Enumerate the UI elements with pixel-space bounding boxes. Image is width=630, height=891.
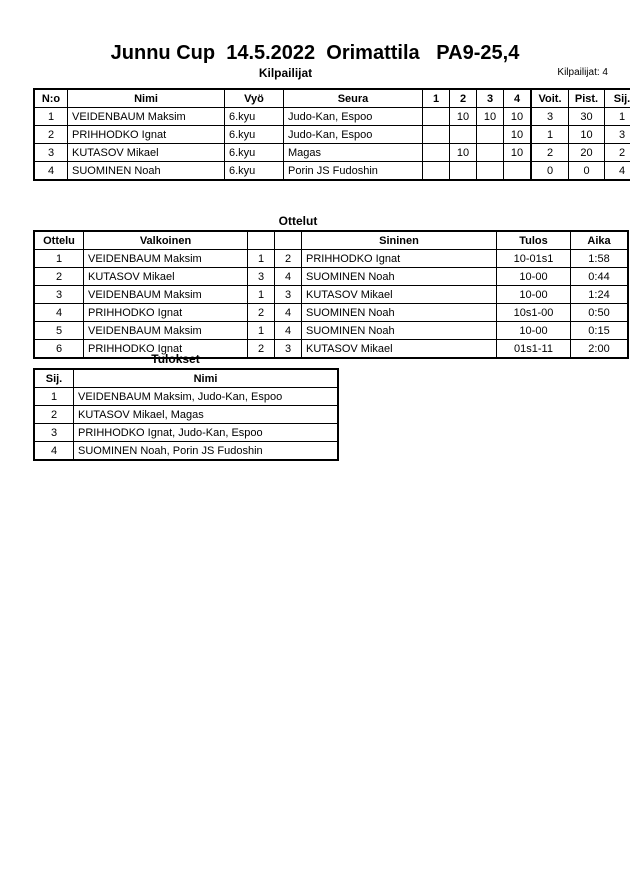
cell-white-number: 2: [248, 340, 275, 359]
table-row: [34, 442, 338, 461]
table-row: [34, 126, 630, 144]
cell-sij: 1: [34, 388, 74, 406]
cell-aika: 1:58: [571, 250, 629, 268]
col-header-2: 2: [450, 89, 477, 108]
table-header-row: [34, 231, 628, 250]
tulokset-heading: Tulokset: [151, 352, 200, 366]
cell-sininen: KUTASOV Mikael: [302, 286, 497, 304]
cell-no: 3: [34, 144, 68, 162]
cell-match-3: 10: [477, 108, 504, 126]
col-header-seura: Seura: [284, 89, 423, 108]
cell-voit: 2: [531, 144, 569, 162]
cell-aika: 0:50: [571, 304, 629, 322]
cell-sij: 2: [605, 144, 630, 162]
competitors-count-label: Kilpailijat: 4: [557, 67, 608, 78]
col-header-sij: Sij.: [34, 369, 74, 388]
col-header-ottelu: Ottelu: [34, 231, 84, 250]
cell-match-2: 10: [450, 144, 477, 162]
table-row: [34, 144, 630, 162]
cell-ottelu: 5: [34, 322, 84, 340]
cell-sininen: PRIHHODKO Ignat: [302, 250, 497, 268]
cell-blue-number: 3: [275, 286, 302, 304]
cell-valkoinen: PRIHHODKO Ignat: [84, 340, 248, 359]
cell-nimi: PRIHHODKO Ignat, Judo-Kan, Espoo: [74, 424, 339, 442]
cell-no: 1: [34, 108, 68, 126]
cell-blue-number: 4: [275, 304, 302, 322]
cell-aika: 0:15: [571, 322, 629, 340]
cell-pist: 0: [569, 162, 605, 181]
cell-vyo: 6.kyu: [225, 108, 284, 126]
col-header-no: N:o: [34, 89, 68, 108]
cell-sininen: SUOMINEN Noah: [302, 322, 497, 340]
cell-match-1: [423, 162, 450, 181]
table-row: [34, 304, 628, 322]
table-row: [34, 406, 338, 424]
cell-no: 4: [34, 162, 68, 181]
cell-voit: 3: [531, 108, 569, 126]
cell-seura: Judo-Kan, Espoo: [284, 126, 423, 144]
cell-tulos: 10-00: [497, 322, 571, 340]
cell-vyo: 6.kyu: [225, 126, 284, 144]
cell-ottelu: 4: [34, 304, 84, 322]
cell-match-3: [477, 126, 504, 144]
page-title: Junnu Cup 14.5.2022 Orimattila PA9-25,4: [110, 42, 520, 64]
cell-match-2: [450, 126, 477, 144]
cell-pist: 20: [569, 144, 605, 162]
col-header-pist: Pist.: [569, 89, 605, 108]
cell-voit: 0: [531, 162, 569, 181]
cell-match-3: [477, 162, 504, 181]
cell-tulos: 01s1-11: [497, 340, 571, 359]
col-header-4: 4: [504, 89, 532, 108]
cell-nimi: VEIDENBAUM Maksim, Judo-Kan, Espoo: [74, 388, 339, 406]
cell-vyo: 6.kyu: [225, 162, 284, 181]
kilpailijat-heading: Kilpailijat: [258, 66, 313, 80]
col-header-valkoinen: Valkoinen: [84, 231, 248, 250]
cell-tulos: 10-00: [497, 268, 571, 286]
cell-ottelu: 6: [34, 340, 84, 359]
cell-aika: 2:00: [571, 340, 629, 359]
col-header-voit: Voit.: [531, 89, 569, 108]
cell-blue-number: 3: [275, 340, 302, 359]
cell-voit: 1: [531, 126, 569, 144]
col-header-aika: Aika: [571, 231, 629, 250]
cell-white-number: 1: [248, 322, 275, 340]
cell-match-3: [477, 144, 504, 162]
cell-valkoinen: VEIDENBAUM Maksim: [84, 250, 248, 268]
cell-match-1: [423, 108, 450, 126]
cell-tulos: 10-00: [497, 286, 571, 304]
cell-valkoinen: VEIDENBAUM Maksim: [84, 322, 248, 340]
cell-nimi: SUOMINEN Noah, Porin JS Fudoshin: [74, 442, 339, 461]
cell-aika: 1:24: [571, 286, 629, 304]
cell-blue-number: 4: [275, 268, 302, 286]
col-header-white-number: [248, 231, 275, 250]
cell-match-1: [423, 126, 450, 144]
cell-match-2: [450, 162, 477, 181]
cell-ottelu: 1: [34, 250, 84, 268]
col-header-sininen: Sininen: [302, 231, 497, 250]
cell-white-number: 2: [248, 304, 275, 322]
cell-sij: 2: [34, 406, 74, 424]
cell-sininen: SUOMINEN Noah: [302, 268, 497, 286]
cell-white-number: 3: [248, 268, 275, 286]
cell-ottelu: 3: [34, 286, 84, 304]
col-header-nimi: Nimi: [68, 89, 225, 108]
table-row: [34, 162, 630, 181]
cell-valkoinen: VEIDENBAUM Maksim: [84, 286, 248, 304]
cell-white-number: 1: [248, 250, 275, 268]
cell-pist: 10: [569, 126, 605, 144]
table-row: [34, 322, 628, 340]
ottelut-table: [33, 230, 629, 359]
cell-ottelu: 2: [34, 268, 84, 286]
cell-tulos: 10s1-00: [497, 304, 571, 322]
tulokset-table: [33, 368, 339, 461]
cell-blue-number: 2: [275, 250, 302, 268]
table-row: [34, 388, 338, 406]
cell-nimi: PRIHHODKO Ignat: [68, 126, 225, 144]
cell-match-1: [423, 144, 450, 162]
cell-tulos: 10-01s1: [497, 250, 571, 268]
table-row: [34, 268, 628, 286]
cell-sij: 3: [605, 126, 630, 144]
cell-match-4: 10: [504, 144, 532, 162]
cell-match-4: [504, 162, 532, 181]
cell-sij: 1: [605, 108, 630, 126]
cell-valkoinen: KUTASOV Mikael: [84, 268, 248, 286]
col-header-vyo: Vyö: [225, 89, 284, 108]
cell-white-number: 1: [248, 286, 275, 304]
cell-nimi: KUTASOV Mikael: [68, 144, 225, 162]
cell-match-4: 10: [504, 126, 532, 144]
table-header-row: [34, 369, 338, 388]
cell-nimi: KUTASOV Mikael, Magas: [74, 406, 339, 424]
table-row: [34, 286, 628, 304]
col-header-nimi: Nimi: [74, 369, 339, 388]
cell-sij: 4: [34, 442, 74, 461]
cell-blue-number: 4: [275, 322, 302, 340]
col-header-1: 1: [423, 89, 450, 108]
cell-nimi: SUOMINEN Noah: [68, 162, 225, 181]
kilpailijat-table: [33, 88, 630, 181]
cell-match-4: 10: [504, 108, 532, 126]
cell-sij: 3: [34, 424, 74, 442]
table-row: [34, 108, 630, 126]
cell-vyo: 6.kyu: [225, 144, 284, 162]
cell-aika: 0:44: [571, 268, 629, 286]
col-header-blue-number: [275, 231, 302, 250]
cell-no: 2: [34, 126, 68, 144]
cell-sininen: SUOMINEN Noah: [302, 304, 497, 322]
cell-valkoinen: PRIHHODKO Ignat: [84, 304, 248, 322]
cell-seura: Judo-Kan, Espoo: [284, 108, 423, 126]
col-header-tulos: Tulos: [497, 231, 571, 250]
table-row: [34, 424, 338, 442]
col-header-sij: Sij.: [605, 89, 630, 108]
col-header-3: 3: [477, 89, 504, 108]
cell-sij: 4: [605, 162, 630, 181]
ottelut-heading: Ottelut: [278, 214, 318, 228]
cell-nimi: VEIDENBAUM Maksim: [68, 108, 225, 126]
cell-sininen: KUTASOV Mikael: [302, 340, 497, 359]
table-row: [34, 250, 628, 268]
cell-match-2: 10: [450, 108, 477, 126]
cell-seura: Porin JS Fudoshin: [284, 162, 423, 181]
cell-pist: 30: [569, 108, 605, 126]
table-header-row: [34, 89, 630, 108]
cell-seura: Magas: [284, 144, 423, 162]
